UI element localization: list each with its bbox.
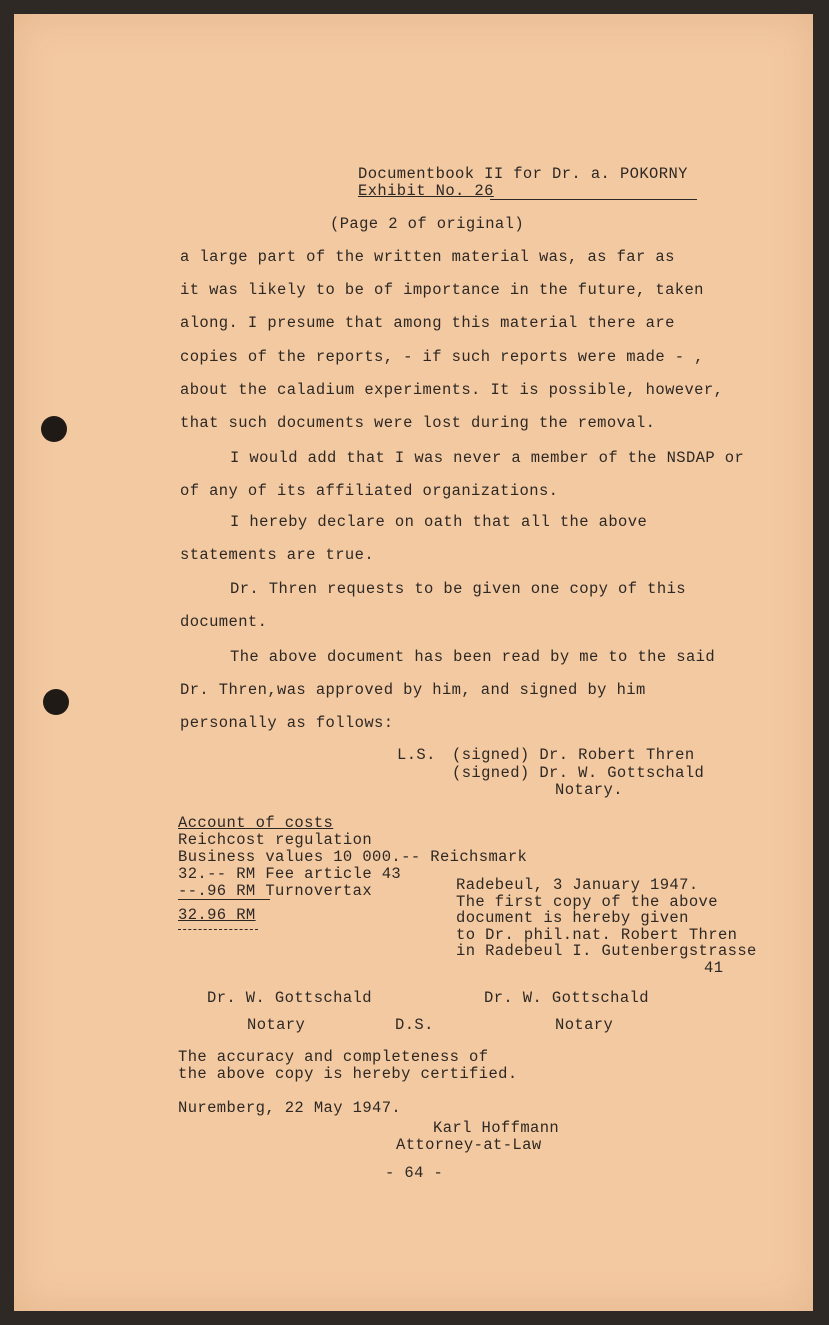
body-line: document. xyxy=(180,613,268,631)
body-line: along. I presume that among this material there are xyxy=(180,314,675,332)
copy-note-line: 41 xyxy=(704,959,724,977)
punch-hole-bottom xyxy=(43,689,69,715)
body-line: that such documents were lost during the removal. xyxy=(180,414,656,432)
costs-rule xyxy=(178,899,270,900)
body-line: statements are true. xyxy=(180,546,375,564)
body-line: personally as follows: xyxy=(180,714,394,732)
page-note: (Page 2 of original) xyxy=(330,215,525,233)
body-line: I would add that I was never a member of the NSDAP or xyxy=(230,449,745,467)
total-dashed-rule xyxy=(178,929,258,930)
body-line: of any of its affiliated organizations. xyxy=(180,482,559,500)
costs-line: 32.-- RM Fee article 43 xyxy=(178,865,402,883)
costs-line: --.96 RM Turnovertax xyxy=(178,882,373,900)
attorney-name: Karl Hoffmann xyxy=(433,1119,560,1137)
place-date: Nuremberg, 22 May 1947. xyxy=(178,1099,402,1117)
signed-thren: (signed) Dr. Robert Thren xyxy=(452,746,695,764)
body-line: a large part of the written material was, as far as xyxy=(180,248,675,266)
body-line: Dr. Thren requests to be given one copy of this xyxy=(230,580,686,598)
costs-heading: Account of costs xyxy=(178,814,334,832)
exhibit-number: Exhibit No. 26 xyxy=(358,182,494,200)
body-line: Dr. Thren,was approved by him, and signed by him xyxy=(180,681,646,699)
copy-note-line: to Dr. phil.nat. Robert Thren xyxy=(456,926,738,944)
punch-hole-top xyxy=(41,416,67,442)
certification-line: the above copy is hereby certified. xyxy=(178,1065,518,1083)
body-line: copies of the reports, - if such reports were made - , xyxy=(180,348,704,366)
body-line: I hereby declare on oath that all the above xyxy=(230,513,648,531)
copy-note-line: in Radebeul I. Gutenbergstrasse xyxy=(456,942,757,960)
costs-line: Business values 10 000.-- Reichsmark xyxy=(178,848,528,866)
signed-gottschald: (signed) Dr. W. Gottschald xyxy=(452,764,705,782)
attorney-title: Attorney-at-Law xyxy=(396,1136,542,1154)
ds-seal: D.S. xyxy=(395,1016,434,1034)
exhibit-underline xyxy=(490,199,697,200)
body-line: it was likely to be of importance in the future, taken xyxy=(180,281,704,299)
notary-title: Notary. xyxy=(555,781,623,799)
seal-ls: L.S. xyxy=(397,746,436,764)
copy-note-line: The first copy of the above xyxy=(456,893,718,911)
certification-line: The accuracy and completeness of xyxy=(178,1048,489,1066)
notary-left-title: Notary xyxy=(247,1016,306,1034)
body-line: The above document has been read by me to the said xyxy=(230,648,716,666)
copy-note-line: document is hereby given xyxy=(456,909,689,927)
body-line: about the caladium experiments. It is possible, however, xyxy=(180,381,724,399)
costs-total: 32.96 RM xyxy=(178,906,256,924)
page-number: - 64 - xyxy=(385,1164,444,1182)
costs-line: Reichcost regulation xyxy=(178,831,373,849)
header-title: Documentbook II for Dr. a. POKORNY xyxy=(358,165,688,183)
notary-right-name: Dr. W. Gottschald xyxy=(484,989,649,1007)
notary-left-name: Dr. W. Gottschald xyxy=(207,989,372,1007)
copy-note-line: Radebeul, 3 January 1947. xyxy=(456,876,699,894)
notary-right-title: Notary xyxy=(555,1016,614,1034)
